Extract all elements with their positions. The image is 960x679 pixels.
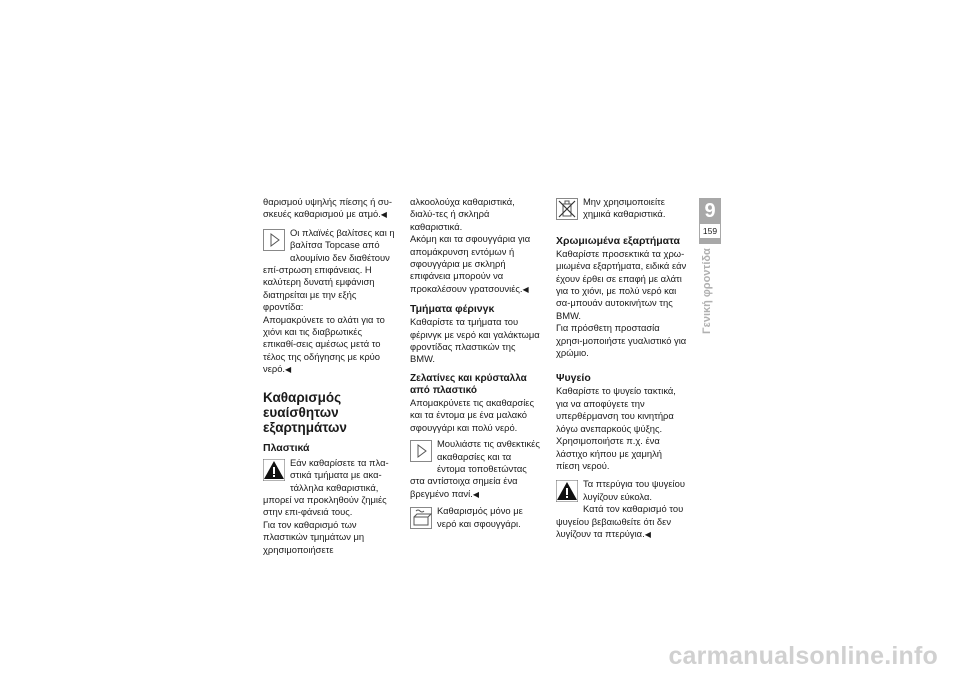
paragraph: Ακόμη και τα σφουγγάρια για απομάκρυνση εντόμων ή σφουγγάρια με σκληρή επιφάνεια μπορούν να προκαλέσουν γρατσουνιές.◀ bbox=[410, 233, 531, 294]
subsection-heading: Χρωμιωμένα εξαρτήματα bbox=[556, 234, 680, 247]
end-mark: ◀ bbox=[285, 365, 292, 375]
chapter-tab bbox=[699, 198, 721, 244]
paragraph: αλκοολούχα καθαριστικά, διαλύ-τες ή σκληρά καθαριστικά. bbox=[410, 196, 515, 232]
paragraph: Καθαρίστε το ψυγείο τακτικά, για να αποφύγετε την υπερθέρμανση του κινητήρα λόγω ανεπαρκούς ψύξης. bbox=[556, 385, 676, 434]
triangle-note-icon bbox=[263, 229, 285, 251]
column-2 bbox=[410, 196, 542, 530]
subsection-heading: Ψυγείο bbox=[556, 372, 591, 385]
subsection-heading: Πλαστικά bbox=[263, 441, 310, 454]
warning-text: Τα πτερύγια του ψυγείου λυγίζουν εύκολα. bbox=[583, 478, 685, 502]
column-1 bbox=[263, 196, 395, 556]
paragraph: Απομακρύνετε τις ακαθαρσίες και τα έντομα με ένα μαλακό σφουγγάρι και πολύ νερό. bbox=[410, 396, 534, 433]
subsection-heading: Τμήματα φέρινγκ bbox=[410, 303, 495, 316]
page-number: 159 bbox=[700, 224, 720, 238]
note-text: Μουλιάστε τις ανθεκτικές ακαθαρσίες και τα έντομα τοποθετώντας στα αντίστοιχα σημεία ένα βρεγμένο πανί.◀ bbox=[410, 438, 540, 499]
note-block bbox=[410, 438, 542, 501]
section-heading: Καθαρισμός ευαίσθητων εξαρτημάτων bbox=[263, 389, 347, 435]
no-chemicals-note-block bbox=[556, 196, 688, 221]
paragraph: Καθαρίστε τα τμήματα του φέρινγκ με νερό και γαλάκτωμα φροντίδας πλαστικών της BMW. bbox=[410, 316, 540, 365]
warning-text: Εάν καθαρίσετε τα πλα-στικά τμήματα με ακα-τάλληλα καθαριστικά, μπορεί να προκληθούν ζημιές στην επι-φάνειά τους. bbox=[263, 456, 389, 518]
column-3 bbox=[556, 196, 688, 541]
end-mark: ◀ bbox=[472, 489, 479, 499]
note-text: Οι πλαϊνές βαλίτσες και η βαλίτσα Topcase από αλουμίνιο δεν διαθέτουν επί-στρωση επιφάνειας. Η καλύτερη δυνατή εμφάνιση διατηρείται με την εξής φροντίδα: bbox=[263, 226, 395, 313]
watermark: carmanualsonline.info bbox=[668, 642, 938, 670]
end-mark: ◀ bbox=[522, 284, 529, 294]
sponge-icon bbox=[410, 507, 432, 529]
paragraph: Για πρόσθετη προστασία χρησι-μοποιήστε γυαλιστικό για χρώμιο. bbox=[556, 322, 687, 359]
paragraph: Για τον καθαρισμό των πλαστικών τμημάτων μη χρησιμοποιήσετε bbox=[263, 518, 365, 555]
paragraph: Καθαρίστε προσεκτικά τα χρω-μιωμένα εξαρτήματα, ειδικά εάν έχουν έρθει σε επαφή με αλάτι για το χιόνι, με πολύ νερό και σα-μπουάν αυτοκινήτων της BMW. bbox=[556, 247, 687, 321]
warning-block bbox=[263, 457, 395, 519]
warning-block bbox=[556, 478, 688, 503]
note-block bbox=[263, 227, 395, 314]
end-mark: ◀ bbox=[644, 529, 651, 539]
paragraph: θαρισμού υψηλής πίεσης ή συ-σκευές καθαρισμού με ατμό.◀ bbox=[263, 196, 392, 220]
triangle-note-icon bbox=[410, 440, 432, 462]
paragraph: Απομακρύνετε το αλάτι για το χιόνι και τις διαβρωτικές επικαθί-σεις αμέσως μετά το τέλος της οδήγησης με κρύο νερό.◀ bbox=[263, 313, 385, 375]
warning-icon bbox=[263, 459, 285, 481]
paragraph: Κατά τον καθαρισμό του ψυγείου βεβαιωθείτε ότι δεν λυγίζουν τα πτερύγια.◀ bbox=[556, 503, 684, 539]
chapter-side-title: Γενική φροντίδα bbox=[701, 248, 713, 334]
note-text: Καθαρισμός μόνο με νερό και σφουγγάρι. bbox=[437, 505, 523, 529]
end-mark: ◀ bbox=[380, 210, 387, 220]
subsection-heading: Ζελατίνες και κρύσταλλα από πλαστικό bbox=[410, 372, 527, 396]
warning-icon bbox=[556, 480, 578, 502]
chapter-number: 9 bbox=[704, 200, 716, 222]
paragraph: Χρησιμοποιήστε π.χ. ένα λάστιχο κήπου με χαμηλή πίεση νερού. bbox=[556, 435, 662, 471]
note-text: Μην χρησιμοποιείτε χημικά καθαριστικά. bbox=[583, 196, 666, 220]
no-chemicals-icon bbox=[556, 198, 578, 220]
sponge-note-block bbox=[410, 505, 542, 530]
